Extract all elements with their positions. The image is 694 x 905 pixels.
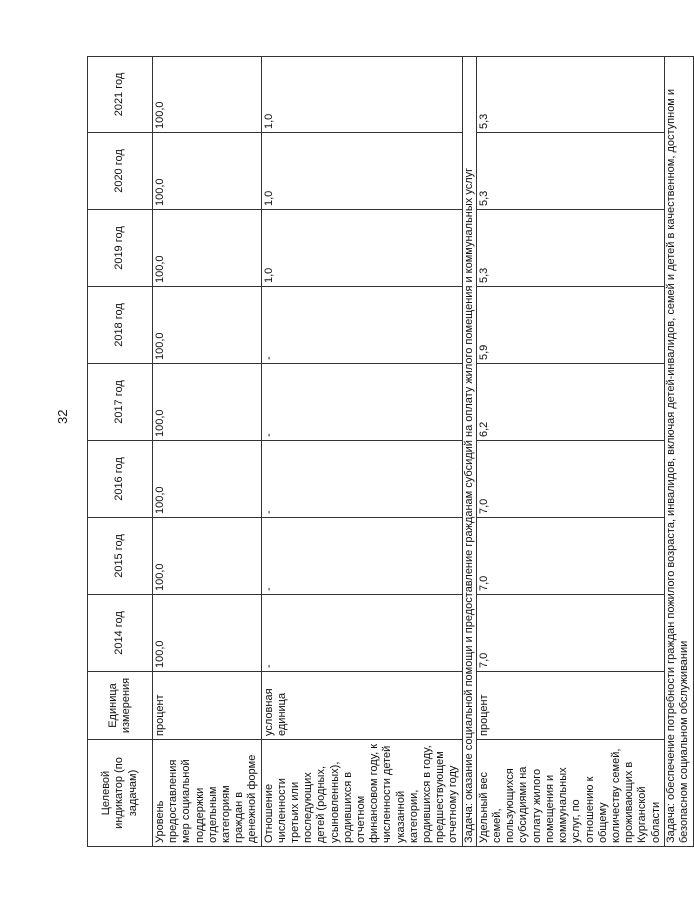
indicators-table (87, 56, 694, 847)
table-row (261, 57, 462, 847)
value-cell: 1,0 (261, 210, 462, 287)
task-heading: Задача: оказание социальной помощи и предоставление гражданам субсидий на оплату жилого помещения и коммунальных услуг (462, 57, 476, 847)
rotated-table-container (87, 57, 690, 847)
unit-cell: условная единица (261, 672, 462, 740)
unit-cell: процент (476, 672, 664, 740)
value-cell: - (261, 595, 462, 672)
header-2015: 2015 год (88, 518, 153, 595)
header-2018: 2018 год (88, 287, 153, 364)
value-cell: 1,0 (261, 133, 462, 210)
value-cell: 7,0 (476, 595, 664, 672)
value-cell: 100,0 (153, 441, 262, 518)
header-2017: 2017 год (88, 364, 153, 441)
task-row (664, 57, 693, 847)
header-2016: 2016 год (88, 441, 153, 518)
value-cell: 5,3 (476, 210, 664, 287)
value-cell: 5,3 (476, 133, 664, 210)
indicator-cell: Уровень предоставления мер социальной поддержки отдельным категориям граждан в денежной форме (153, 740, 262, 847)
indicator-cell: Удельный вес семей, пользующихся субсидиями на оплату жилого помещения и коммунальных услуг, по отношению к общему количеству семей, проживающих в Курганской области (476, 740, 664, 847)
task-row (462, 57, 476, 847)
header-unit: Единица измерения (88, 672, 153, 740)
value-cell: - (261, 287, 462, 364)
value-cell: 7,0 (476, 441, 664, 518)
table-row (153, 57, 262, 847)
value-cell: 100,0 (153, 133, 262, 210)
value-cell: 100,0 (153, 518, 262, 595)
indicator-cell: Отношение численности третьих или последующих детей (родных, усыновленных), родившихся в отчетном финансовом году, к численности детей указанной категории, родившихся в году, предшествующем отчетному году (261, 740, 462, 847)
header-2021: 2021 год (88, 57, 153, 133)
value-cell: 100,0 (153, 57, 262, 133)
task-heading: Задача: обеспечение потребности граждан пожилого возраста, инвалидов, включая детей-инвалидов, семей и детей в качественном, доступном и безопасном социальном обслуживании (664, 57, 693, 847)
unit-cell: процент (153, 672, 262, 740)
header-indicator: Целевой индикатор (по задачам) (88, 740, 153, 847)
value-cell: 5,9 (476, 287, 664, 364)
table-row (476, 57, 664, 847)
value-cell: 100,0 (153, 287, 262, 364)
value-cell: - (261, 518, 462, 595)
page-number: 32 (55, 409, 70, 424)
value-cell: 100,0 (153, 210, 262, 287)
value-cell: 5,3 (476, 57, 664, 133)
value-cell: 100,0 (153, 595, 262, 672)
value-cell: - (261, 441, 462, 518)
table-header-row (88, 57, 153, 847)
header-2019: 2019 год (88, 210, 153, 287)
header-2014: 2014 год (88, 595, 153, 672)
value-cell: 7,0 (476, 518, 664, 595)
value-cell: - (261, 364, 462, 441)
value-cell: 1,0 (261, 57, 462, 133)
value-cell: 6,2 (476, 364, 664, 441)
value-cell: 100,0 (153, 364, 262, 441)
header-2020: 2020 год (88, 133, 153, 210)
